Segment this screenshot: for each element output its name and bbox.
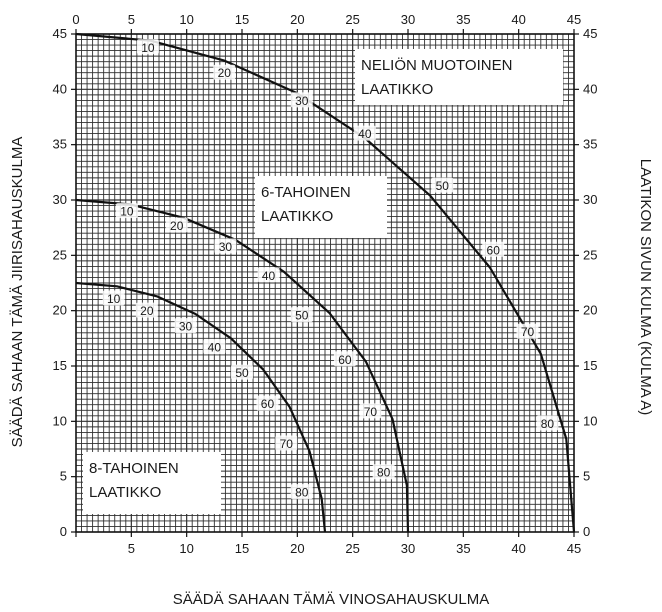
- angle-label: 50: [235, 366, 249, 381]
- x-tick-label-top: 30: [400, 12, 416, 27]
- x-tick-label-bottom: 40: [511, 541, 526, 556]
- x-tick-label-top: 25: [345, 12, 360, 27]
- y-tick-label-right: 10: [583, 413, 598, 429]
- angle-label: 20: [140, 304, 154, 319]
- angle-label: 70: [363, 404, 378, 419]
- angle-label: 60: [260, 397, 275, 412]
- y-tick-label-left: 15: [52, 358, 67, 373]
- y-tick-label-right: 15: [583, 358, 598, 373]
- angle-label: 80: [376, 465, 391, 480]
- y-tick-label-right: 0: [583, 524, 591, 539]
- y-tick-label-right: 45: [583, 26, 598, 41]
- x-axis-title: SÄÄDÄ SAHAAN TÄMÄ VINOSAHAUSKULMA: [172, 591, 490, 608]
- x-tick-label-top: 15: [234, 12, 250, 27]
- x-tick-label-bottom: 15: [234, 541, 250, 556]
- angle-label: 70: [279, 436, 293, 451]
- box-label-line: 6-TAHOINEN: [261, 184, 351, 201]
- y-tick-label-left: 40: [52, 81, 67, 97]
- angle-label: 30: [218, 239, 233, 254]
- box-label-line: NELIÖN MUOTOINEN: [361, 57, 513, 74]
- x-tick-label-top: 10: [179, 12, 194, 27]
- x-tick-label-top: 5: [127, 12, 135, 27]
- x-tick-label-bottom: 25: [345, 541, 360, 556]
- angle-label: 50: [435, 179, 449, 194]
- angle-label: 10: [120, 204, 134, 219]
- angle-label: 40: [261, 268, 276, 283]
- y-tick-label-right: 40: [583, 81, 598, 97]
- angle-label: 30: [178, 319, 193, 334]
- box-label-line: 8-TAHOINEN: [89, 460, 179, 477]
- angle-label: 80: [295, 485, 309, 500]
- box-label-line: LAATIKKO: [261, 208, 334, 225]
- y-tick-label-left: 20: [52, 302, 67, 318]
- box-label-line: LAATIKKO: [89, 484, 162, 501]
- x-tick-label-bottom: 20: [290, 541, 305, 556]
- x-tick-label-bottom: 45: [566, 541, 582, 556]
- x-tick-label-bottom: 35: [456, 541, 471, 556]
- angle-label: 70: [520, 325, 535, 340]
- angle-label: 30: [295, 93, 309, 108]
- angle-label: 80: [540, 417, 555, 432]
- x-tick-label-top: 0: [72, 12, 80, 27]
- angle-label: 60: [338, 352, 352, 367]
- angle-label: 50: [295, 308, 309, 323]
- angle-label: 20: [170, 218, 184, 233]
- y-tick-label-right: 20: [583, 302, 598, 318]
- angle-label: 10: [141, 40, 155, 55]
- y-tick-label-left: 0: [59, 524, 67, 539]
- angle-label: 20: [217, 66, 231, 81]
- x-tick-label-bottom: 5: [127, 541, 135, 556]
- y-tick-label-right: 25: [583, 247, 598, 263]
- y-tick-label-left: 5: [59, 468, 67, 484]
- angle-label: 60: [486, 243, 500, 258]
- x-tick-label-top: 45: [566, 12, 582, 27]
- x-tick-label-top: 35: [456, 12, 471, 27]
- y-axis-title-left: SÄÄDÄ SAHAAN TÄMÄ JIIRISAHAUSKULMA: [9, 136, 26, 448]
- x-tick-label-bottom: 10: [179, 541, 194, 556]
- angle-label: 10: [106, 291, 121, 306]
- y-tick-label-left: 30: [52, 192, 67, 207]
- y-axis-title-right: LAATIKON SIVUN KULMA (KULMA A): [637, 158, 654, 416]
- box-label-line: LAATIKKO: [361, 81, 434, 98]
- x-tick-label-top: 20: [290, 12, 305, 27]
- y-tick-label-right: 30: [583, 192, 598, 207]
- x-tick-label-top: 40: [511, 12, 526, 27]
- y-tick-label-left: 25: [52, 247, 67, 263]
- y-tick-label-left: 35: [52, 136, 67, 152]
- y-tick-label-left: 45: [52, 26, 67, 41]
- x-tick-label-bottom: 30: [400, 541, 416, 556]
- y-tick-label-left: 10: [52, 413, 67, 429]
- y-tick-label-right: 5: [583, 468, 591, 484]
- y-tick-label-right: 35: [583, 136, 598, 152]
- angle-label: 40: [207, 340, 222, 355]
- angle-label: 40: [358, 127, 372, 142]
